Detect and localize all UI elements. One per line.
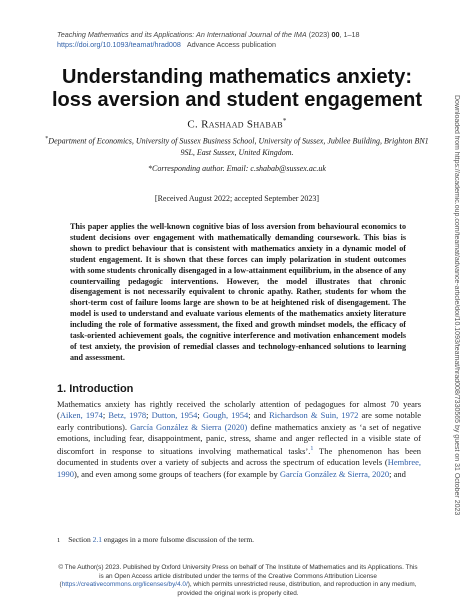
text-run: © The Author(s) 2023. Published by Oxford University Press on behalf of The Institute of Mathematics and its Applications. This is an Open Access article distributed under the terms of the Creative Commons Attribution License ( xyxy=(58,564,418,589)
text-run: engages in a more fulsome discussion of the term. xyxy=(102,535,255,544)
section-number: 1. xyxy=(57,383,67,395)
text-run: ), which permits unrestricted reuse, distribution, and reproduction in any medium, provided the original work is properly cited. xyxy=(177,581,417,597)
affiliation-text: Department of Economics, University of Sussex Business School, University of Sussex, Jubilee Building, Brighton BN1 9SL, East Sussex, United Kingdom. xyxy=(48,136,429,157)
text-run: ; and xyxy=(389,468,406,479)
abstract: This paper applies the well-known cognitive bias of loss aversion from behavioural economics to student decisions over engagement with mathematically demanding coursework. This bias is shown to predict behaviour that is consistent with mathematics anxiety in a dynamic model of student engagement. It is shown that these forces can imply polarization in student outcomes with some students chronically disengaged in a low-attainment equilibrium, in the absence of any countervailing pedagogic interventions. However, the model illustrates that chronic disengagement is not necessarily equivalent to chronic apathy. Rather, students for whom the short-term cost of failure looms large are shown to be at heightened risk of disengagement. The model is used to understand and evaluate various elements of the mathematics anxiety literature including the role of formative assessment, the fixed and growth mindset models, the efficacy of task-oriented achievement goals, the cognitive interference and motivation enhancement models of test anxiety, the provision of remedial classes and technology-enhanced solutions to learning and assessment. xyxy=(70,222,406,362)
citation-link[interactable]: Hembree, 1990 xyxy=(57,457,421,479)
journal-pages: , 1–18 xyxy=(339,30,360,39)
received-dates: [Received August 2022; accepted September 2023] xyxy=(154,194,320,203)
intro-paragraph xyxy=(57,399,421,480)
text-run: ), and even among some groups of teachers (for example by xyxy=(74,468,280,479)
citation-link[interactable]: Dutton, 1954 xyxy=(151,410,198,421)
citation-link[interactable]: Betz, 1978 xyxy=(108,410,147,421)
citation-link[interactable]: Gough, 1954 xyxy=(202,410,249,421)
text-run: ; and xyxy=(248,410,270,421)
text-run: ; xyxy=(146,410,152,421)
section-ref-link[interactable]: 2.1 xyxy=(92,535,102,544)
journal-year: (2023) xyxy=(308,30,330,39)
affiliation xyxy=(40,134,434,158)
citation-link[interactable]: Richardson & Suin, 1972 xyxy=(269,410,359,421)
journal-volume: 00 xyxy=(331,30,340,39)
author-name: C. Rashaad Shabab xyxy=(187,118,283,131)
journal-name: Teaching Mathematics and its Applications: An International Journal of the IMA xyxy=(57,30,307,39)
footnote-marker[interactable]: 1 xyxy=(310,446,314,453)
access-label: Advance Access publication xyxy=(186,40,276,49)
doi-link[interactable]: https://doi.org/10.1093/teamat/hrad008 xyxy=(57,40,181,49)
paper-title: Understanding mathematics anxiety: loss aversion and student engagement xyxy=(51,66,423,111)
license-notice xyxy=(57,564,419,598)
text-run: The phenomenon has been documented in students over a variety of subjects and across the spectrum of education levels ( xyxy=(57,446,421,468)
author-marker: * xyxy=(282,117,287,125)
author-line xyxy=(0,117,474,131)
license-link[interactable]: https://creativecommons.org/licenses/by/4.0/ xyxy=(61,581,188,589)
citation-link[interactable]: García González & Sierra, 2020 xyxy=(279,468,390,479)
footnote xyxy=(57,535,421,546)
section-title: Introduction xyxy=(69,383,134,395)
affiliation-marker: * xyxy=(45,136,49,142)
download-watermark: Downloaded from https://academic.oup.com/teamat/advance-article/doi/10.1093/teamat/hrad008/7330565 by guest on 31 October 2023 xyxy=(453,95,460,516)
text-run: are some notable early contributions). xyxy=(57,410,422,432)
corresponding-author: *Corresponding author. Email: c.shabab@sussex.ac.uk xyxy=(148,164,326,173)
text-run: ; xyxy=(197,410,203,421)
text-run: Mathematics anxiety has rightly received the scholarly attention of pedagogues for almost 70 years ( xyxy=(57,399,421,421)
text-run: Section xyxy=(68,535,93,544)
citation-link[interactable]: García González & Sierra (2020) xyxy=(130,421,248,432)
section-heading xyxy=(57,383,133,395)
text-run: ; xyxy=(102,410,109,421)
citation-link[interactable]: Aiken, 1974 xyxy=(59,410,103,421)
footnote-number: 1 xyxy=(57,537,61,544)
journal-header xyxy=(57,30,437,50)
text-run: define mathematics anxiety as ‘a set of negative emotions, including fear, disappointment, panic, stress, shame and anger reflected in a visible state of discomfort in response to situations involving mathematical tasks’. xyxy=(57,421,421,457)
